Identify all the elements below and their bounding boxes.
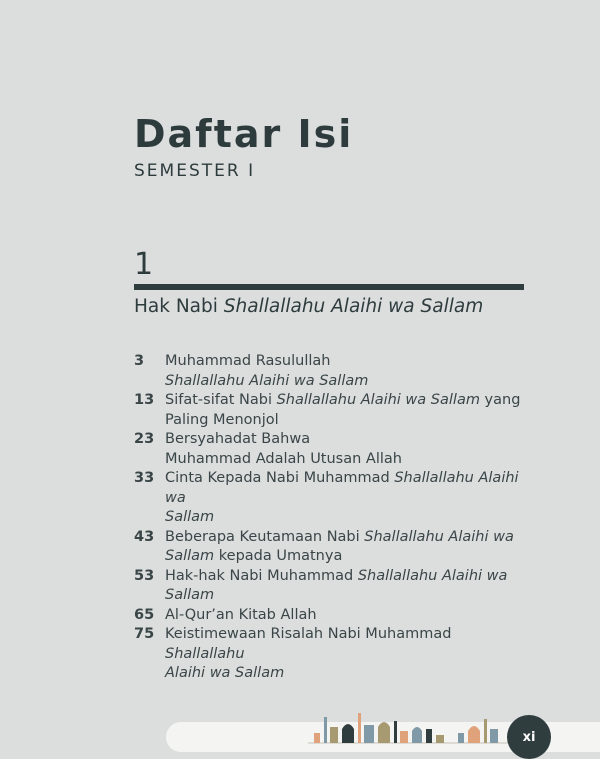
toc-title-italic: Shallallahu (165, 645, 245, 662)
semester-label: SEMESTER I (134, 161, 256, 181)
toc-page-number: 43 (134, 528, 155, 545)
toc-entry-title (165, 391, 534, 411)
toc-entry-title (165, 411, 534, 431)
toc-title-plain: Paling Menonjol (165, 411, 279, 428)
toc-line (134, 391, 534, 411)
toc-title-plain: Cinta Kepada Nabi Muhammad (165, 470, 395, 486)
toc-entry-title (165, 430, 534, 450)
toc-page-number (134, 586, 165, 606)
toc-entry-title (165, 664, 534, 684)
toc-line (134, 508, 534, 528)
toc-page-number: 23 (134, 431, 155, 447)
toc-entry-title (165, 508, 534, 528)
toc-title-italic: Sallam (165, 509, 215, 525)
toc-title-italic: Shallallahu Alaihi wa Sallam (165, 372, 369, 389)
toc-line (134, 567, 534, 587)
toc-entry-title (165, 547, 534, 567)
toc-title-italic: Shallallahu Alaihi wa Sallam (276, 392, 480, 408)
toc-title-plain: Hak-hak Nabi Muhammad (165, 567, 358, 584)
toc-page-number (134, 664, 165, 684)
toc-title-italic: Shallallahu Alaihi wa (357, 567, 508, 584)
toc-title-plain: Sifat-sifat Nabi (165, 392, 277, 408)
toc-title-plain: Muhammad Rasulullah (165, 353, 331, 369)
toc-page-number (134, 508, 165, 528)
toc-line (134, 586, 534, 606)
toc-entry-title (165, 352, 534, 372)
toc-title-plain: Beberapa Keutamaan Nabi (165, 528, 365, 545)
toc-line (134, 528, 534, 548)
chapter-title-plain: Hak Nabi (134, 296, 224, 317)
toc-entry-title (165, 567, 534, 587)
chapter-title (134, 296, 483, 317)
page-number-badge: xi (507, 715, 551, 759)
toc-page-number: 75 (134, 626, 155, 642)
toc-title-italic: Shallallahu Alaihi wa (165, 470, 519, 506)
toc-page-number: 33 (134, 470, 155, 486)
toc-title-plain: Keistimewaan Risalah Nabi Muhammad (165, 626, 452, 642)
toc-title-plain: yang (479, 392, 521, 408)
toc-list (134, 352, 534, 684)
toc-entry-title (165, 606, 534, 626)
toc-title-plain: Bersyahadat Bahwa (165, 431, 311, 447)
toc-page-number: 53 (134, 567, 155, 584)
toc-page-number (134, 372, 165, 392)
toc-line (134, 469, 534, 508)
toc-entry-title (165, 450, 534, 470)
toc-entry-title (165, 469, 534, 508)
toc-line (134, 606, 534, 626)
toc-line (134, 450, 534, 470)
toc-line (134, 625, 534, 664)
chapter-divider (134, 284, 524, 290)
toc-title-plain: kepada Umatnya (214, 548, 343, 564)
toc-title-italic: Alaihi wa Sallam (165, 665, 285, 681)
toc-line (134, 430, 534, 450)
toc-page-number: 3 (134, 353, 145, 369)
toc-title-italic: Sallam (165, 587, 215, 603)
toc-line (134, 372, 534, 392)
toc-title-italic: Sallam (165, 548, 215, 564)
toc-title-italic: Shallallahu Alaihi wa (364, 528, 514, 545)
toc-entry-title (165, 372, 534, 392)
toc-entry-title (165, 528, 534, 548)
toc-line (134, 352, 534, 372)
toc-entry-title (165, 625, 534, 664)
toc-title-plain: Al-Qur’an Kitab Allah (165, 606, 317, 623)
chapter-title-italic: Shallallahu Alaihi wa Sallam (223, 296, 484, 317)
toc-page-number (134, 547, 165, 567)
toc-line (134, 547, 534, 567)
page-title: Daftar Isi (134, 112, 354, 156)
toc-page-number (134, 411, 165, 431)
toc-entry-title (165, 586, 534, 606)
chapter-number: 1 (134, 247, 154, 282)
toc-title-plain: Muhammad Adalah Utusan Allah (165, 450, 402, 467)
toc-line (134, 664, 534, 684)
toc-page-number (134, 450, 165, 470)
toc-page-number: 65 (134, 606, 155, 623)
toc-page-number: 13 (134, 392, 155, 408)
toc-line (134, 411, 534, 431)
mosque-skyline-icon (308, 703, 508, 747)
